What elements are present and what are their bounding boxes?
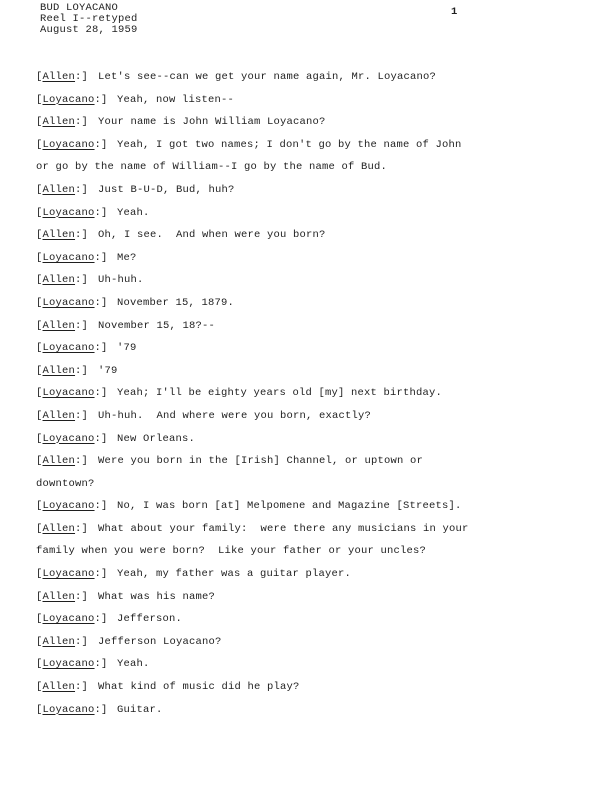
speaker-name: Allen [42,409,76,422]
speaker-label: [Loyacano:] [36,658,108,671]
speaker-name: Allen [42,522,76,535]
transcript-line [36,635,506,658]
utterance-text: Jefferson Loyacano? [98,635,222,648]
transcript-line [36,138,506,161]
speaker-label: [Allen:] [36,409,89,422]
speaker-name: Loyacano [42,658,95,671]
speaker-name: Loyacano [42,342,95,355]
speaker-label: [Allen:] [36,635,89,648]
transcript-line [36,160,506,183]
transcript-line [36,206,506,229]
speaker-name: Allen [42,455,76,468]
speaker-name: Loyacano [42,432,95,445]
transcript-line [36,432,506,455]
speaker-name: Allen [42,364,76,377]
speaker-label: [Allen:] [36,71,89,83]
speaker-label: [Loyacano:] [36,342,108,355]
utterance-text: Yeah, I got two names; I don't go by the name of John [117,138,462,151]
speaker-label: [Loyacano:] [36,613,108,626]
transcript-line [36,296,506,319]
utterance-text: Yeah, now listen-- [117,93,235,106]
page-number: 1 [451,6,458,18]
utterance-text: No, I was born [at] Melpomene and Magazine [Streets]. [117,500,462,513]
utterance-text: Yeah, my father was a guitar player. [117,568,352,581]
transcript [36,70,506,725]
speaker-name: Loyacano [42,296,95,309]
transcript-line [36,499,506,522]
transcript-line [36,409,506,432]
speaker-label: [Allen:] [36,681,89,694]
speaker-label: [Loyacano:] [36,703,108,716]
speaker-name: Allen [42,319,76,332]
speaker-label: [Loyacano:] [36,387,108,400]
speaker-name: Loyacano [42,206,95,219]
utterance-text: Your name is John William Loyacano? [98,116,326,129]
speaker-name: Allen [42,635,76,648]
transcript-line [36,386,506,409]
utterance-text: '79 [98,364,118,377]
utterance-text: Just B-U-D, Bud, huh? [98,183,235,196]
utterance-text: Let's see--can we get your name again, Mr. Loyacano? [98,71,437,83]
utterance-text: Yeah. [117,658,150,671]
utterance-text: What was his name? [98,590,216,603]
transcript-line [36,183,506,206]
transcript-line [36,341,506,364]
transcript-line [36,544,506,567]
speaker-name: Allen [42,229,76,242]
utterance-text: Guitar. [117,703,163,716]
document-header [40,3,138,36]
speaker-name: Allen [42,590,76,603]
transcript-line [36,228,506,251]
utterance-text: Jefferson. [117,613,183,626]
speaker-name: Loyacano [42,138,95,151]
speaker-label: [Allen:] [36,274,89,287]
transcript-line [36,251,506,274]
utterance-text: What kind of music did he play? [98,681,300,694]
speaker-name: Loyacano [42,613,95,626]
speaker-label: [Loyacano:] [36,206,108,219]
speaker-name: Allen [42,71,76,83]
utterance-text: What about your family: were there any musicians in your [98,522,469,535]
speaker-label: [Loyacano:] [36,568,108,581]
transcript-line [36,567,506,590]
utterance-text: Uh-huh. And where were you born, exactly? [98,409,372,422]
transcript-line [36,612,506,635]
transcript-line [36,319,506,342]
speaker-label: [Allen:] [36,590,89,603]
utterance-text: New Orleans. [117,432,196,445]
utterance-text: Oh, I see. And when were you born? [98,229,326,242]
utterance-text: family when you were born? Like your father or your uncles? [36,545,427,558]
reel-label: Reel I--retyped [40,13,138,25]
utterance-text: Me? [117,251,137,264]
utterance-text: Uh-huh. [98,274,144,287]
utterance-text: or go by the name of William--I go by the name of Bud. [36,161,388,174]
transcript-line [36,273,506,296]
speaker-label: [Allen:] [36,183,89,196]
speaker-label: [Allen:] [36,455,89,468]
utterance-text: November 15, 18?-- [98,319,216,332]
utterance-text: Were you born in the [Irish] Channel, or uptown or [98,455,424,468]
speaker-name: Loyacano [42,500,95,513]
transcript-line [36,477,506,500]
transcript-line [36,115,506,138]
speaker-label: [Loyacano:] [36,138,108,151]
interview-date: August 28, 1959 [40,24,138,36]
transcript-line [36,93,506,116]
speaker-name: Loyacano [42,251,95,264]
speaker-label: [Allen:] [36,319,89,332]
utterance-text: Yeah. [117,206,150,219]
utterance-text: Yeah; I'll be eighty years old [my] next birthday. [117,387,443,400]
speaker-label: [Loyacano:] [36,500,108,513]
transcript-line [36,657,506,680]
utterance-text: November 15, 1879. [117,296,235,309]
speaker-label: [Loyacano:] [36,93,108,106]
speaker-name: Loyacano [42,568,95,581]
transcript-line [36,703,506,726]
transcript-line [36,680,506,703]
transcript-line [36,522,506,545]
speaker-label: [Allen:] [36,522,89,535]
utterance-text: '79 [117,342,137,355]
speaker-label: [Allen:] [36,116,89,129]
speaker-name: Allen [42,183,76,196]
speaker-label: [Allen:] [36,229,89,242]
speaker-name: Allen [42,681,76,694]
utterance-text: downtown? [36,477,95,490]
speaker-name: Loyacano [42,93,95,106]
speaker-name: Allen [42,274,76,287]
speaker-name: Loyacano [42,703,95,716]
speaker-label: [Loyacano:] [36,432,108,445]
transcript-line [36,364,506,387]
speaker-name: Allen [42,116,76,129]
speaker-label: [Loyacano:] [36,296,108,309]
transcript-line [36,590,506,613]
speaker-label: [Allen:] [36,364,89,377]
speaker-label: [Loyacano:] [36,251,108,264]
transcript-line [36,70,506,93]
transcript-line [36,454,506,477]
document-title: BUD LOYACANO [40,2,119,14]
speaker-name: Loyacano [42,387,95,400]
